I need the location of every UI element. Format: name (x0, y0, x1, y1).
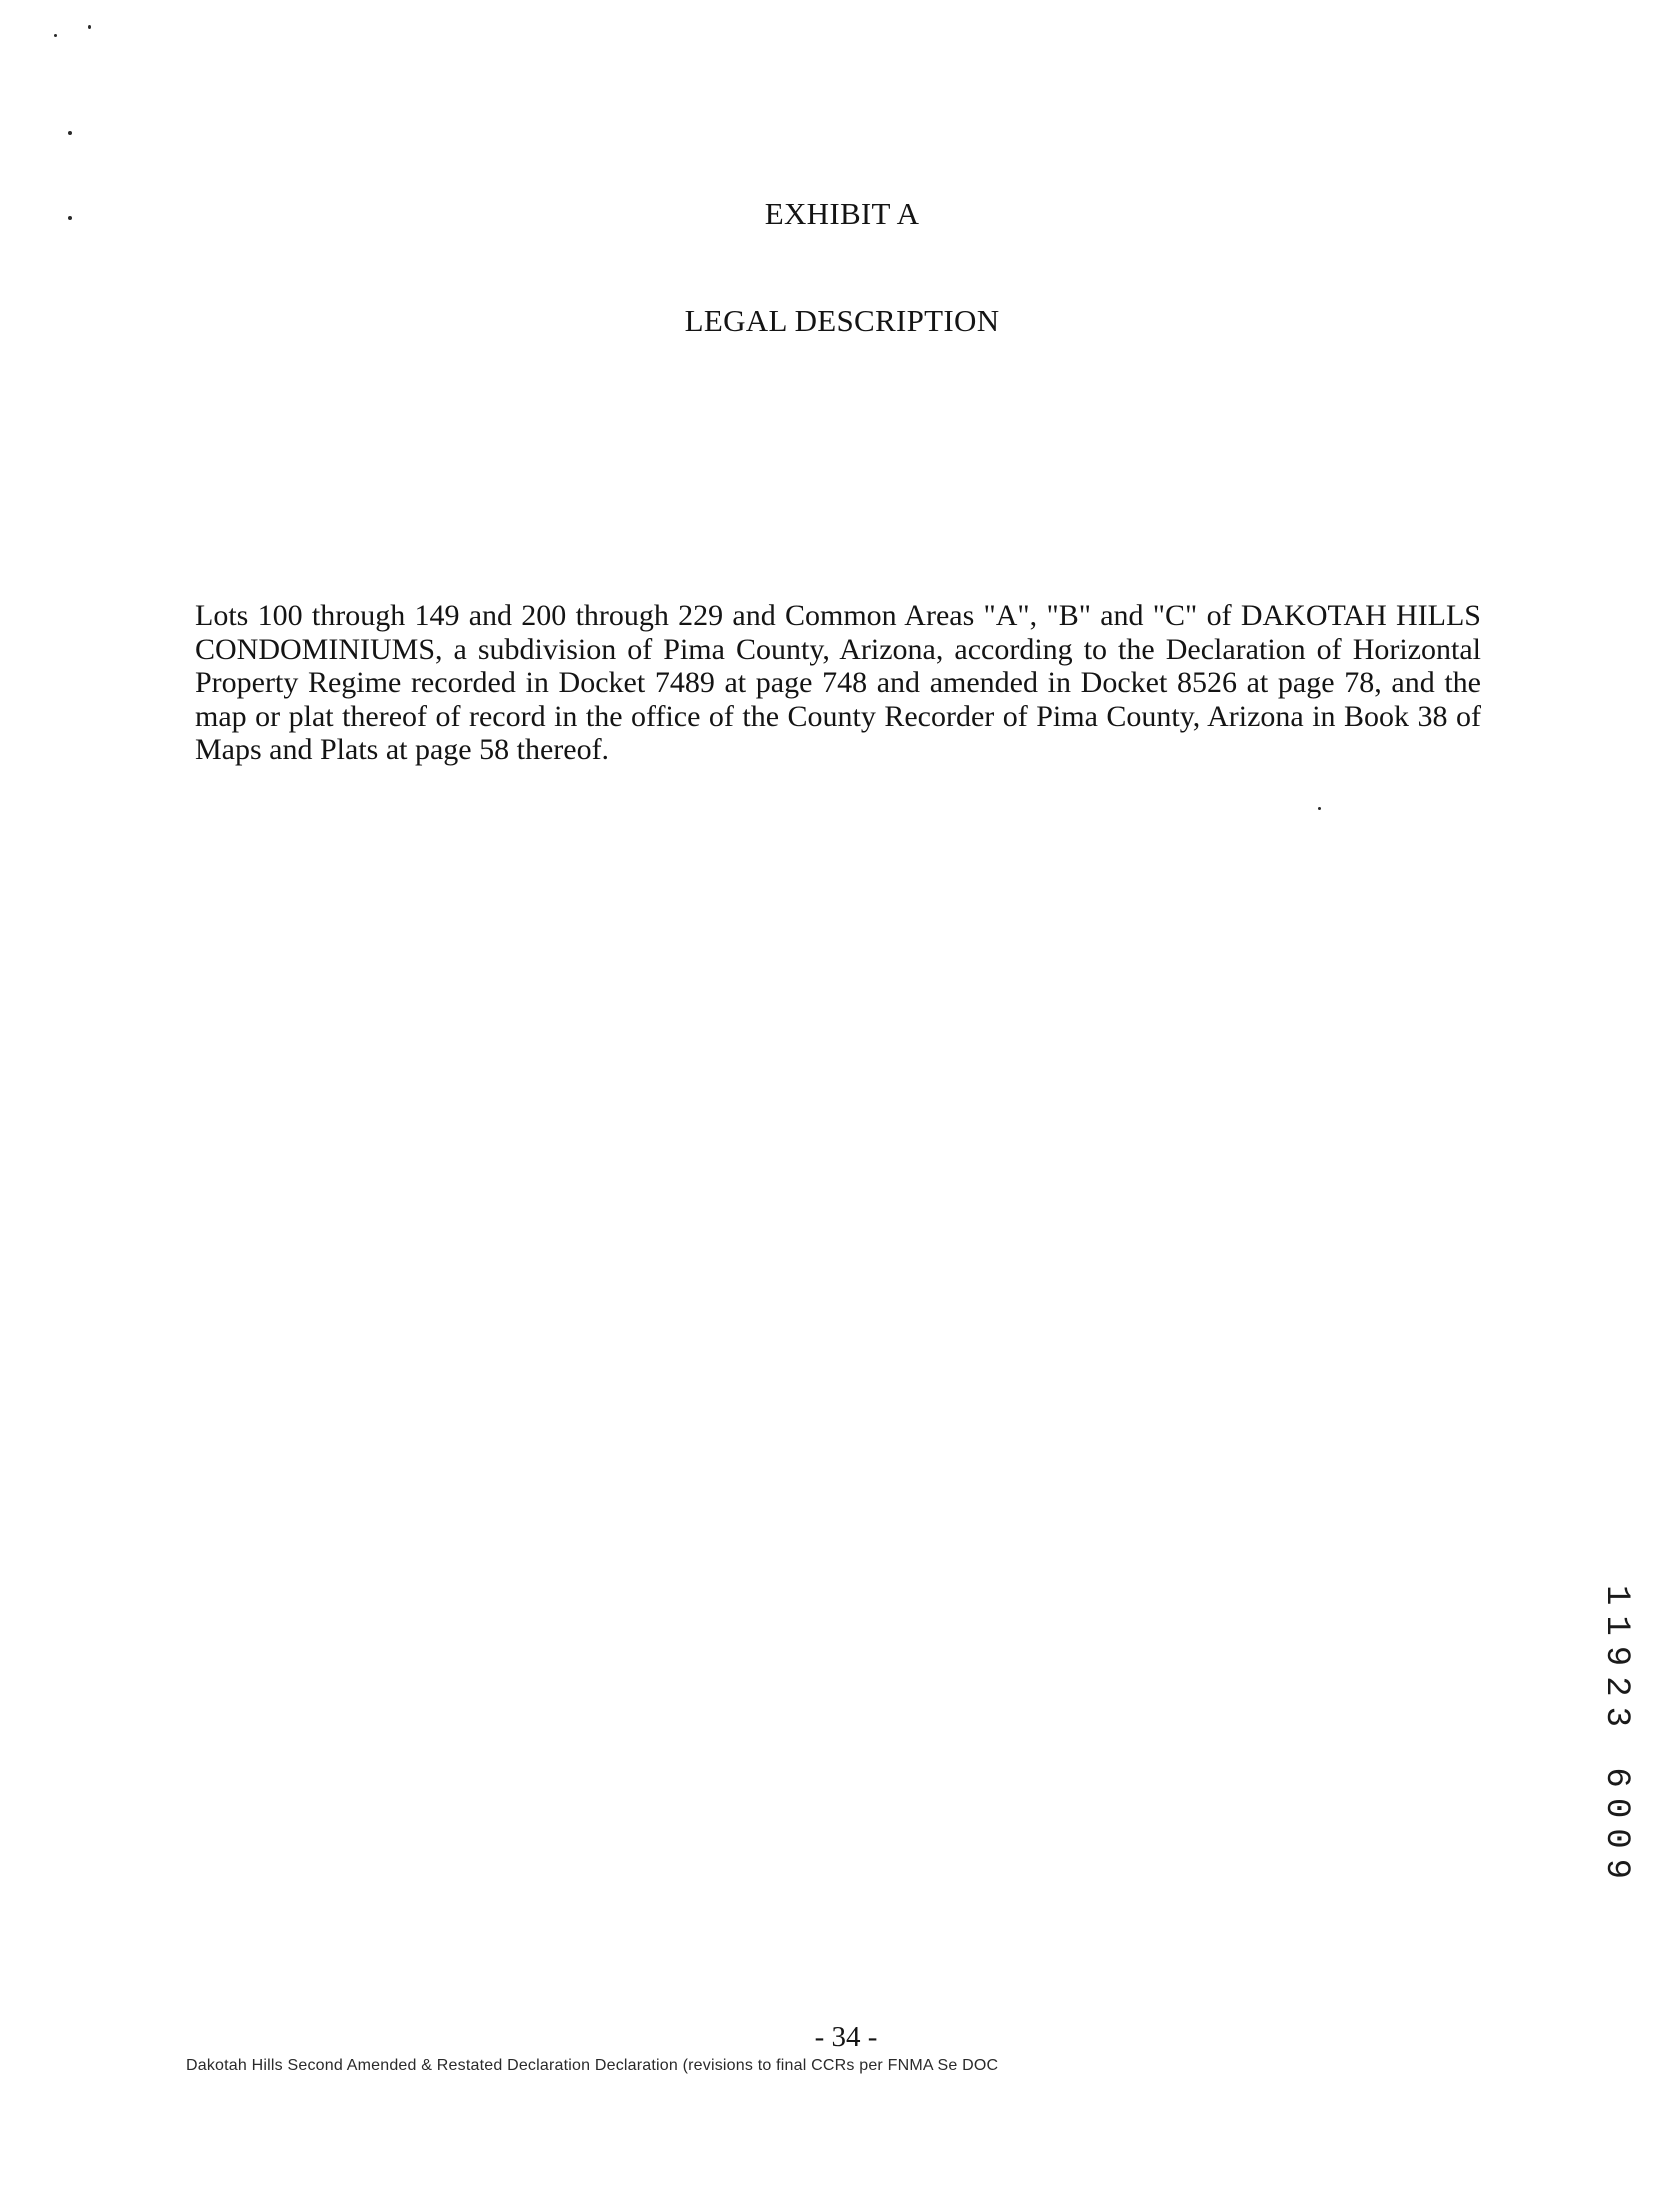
scan-speck (88, 25, 91, 29)
document-footer: Dakotah Hills Second Amended & Restated Declaration Declaration (revisions to final CCRs per FNMA Se DOC (186, 2057, 999, 2074)
recording-stamp-number: 11923 6009 (1597, 1585, 1635, 1890)
legal-description-paragraph: Lots 100 through 149 and 200 through 229 and Common Areas "A", "B" and "C" of DAKOTAH HILLS CONDOMINIUMS, a subdivision of Pima County, Arizona, according to the Declaration of Horizontal Property Regime recorded in Docket 7489 at page 748 and amended in Docket 8526 at page 78, and the map or plat thereof of record in the office of the County Recorder of Pima County, Arizona in Book 38 of Maps and Plats at page 58 thereof. (195, 599, 1481, 766)
scan-speck (68, 131, 72, 135)
recording-stamp (1595, 1585, 1635, 1915)
scan-speck (54, 34, 57, 37)
exhibit-title: EXHIBIT A (764, 196, 920, 231)
scan-speck (1318, 807, 1321, 810)
page-number: - 34 - (814, 2021, 878, 2053)
section-title: LEGAL DESCRIPTION (684, 303, 1000, 338)
